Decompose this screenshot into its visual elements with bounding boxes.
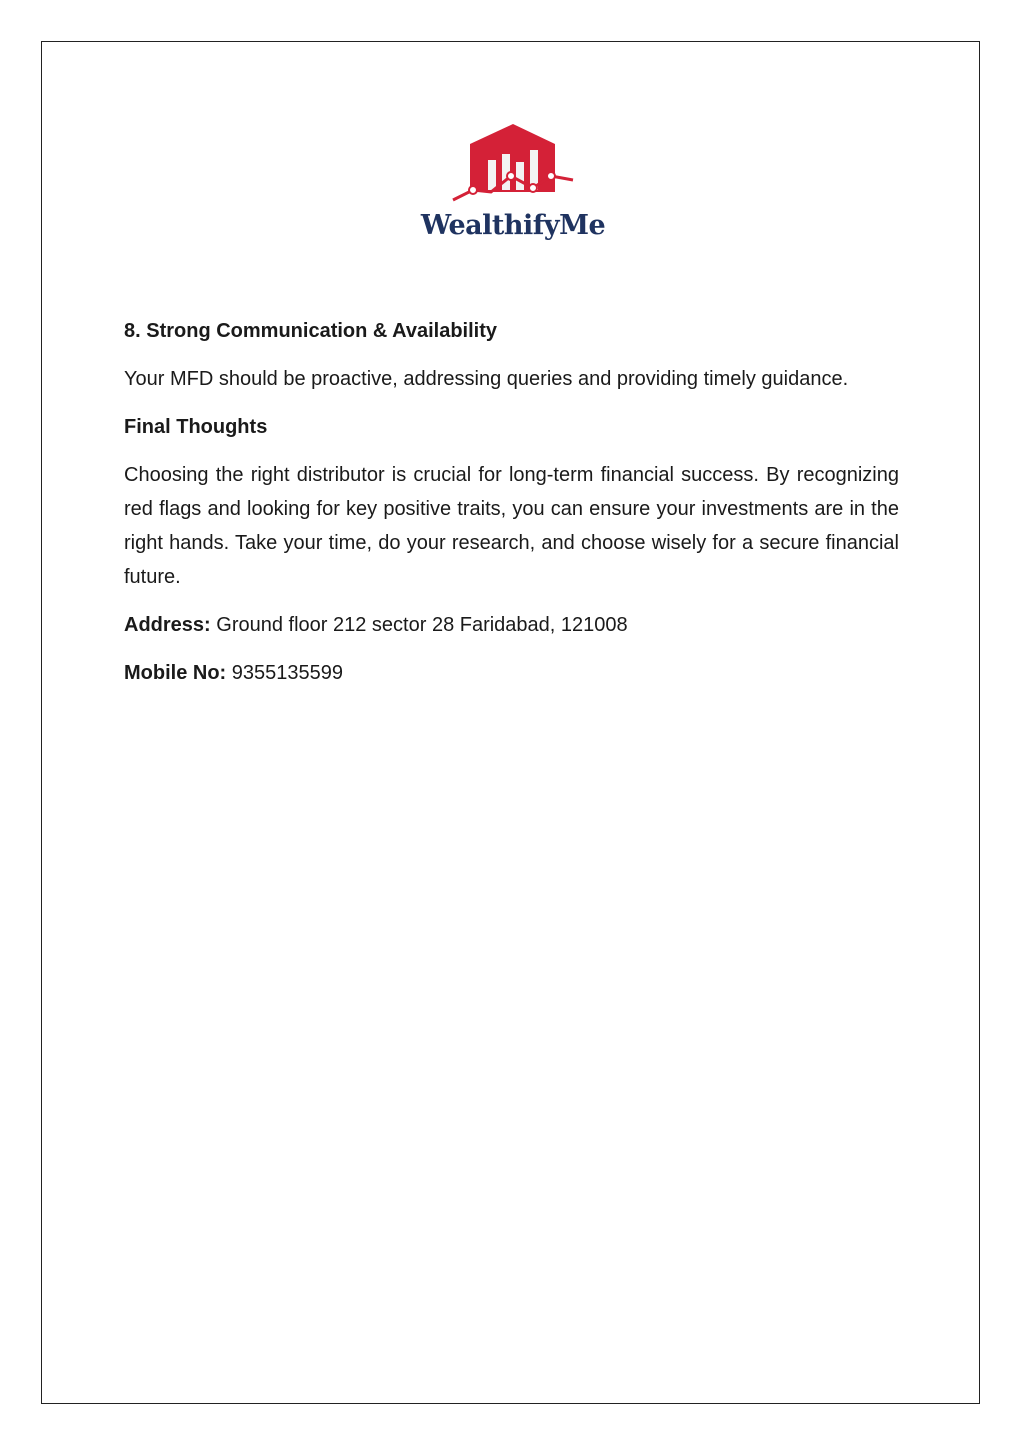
section-body-communication: Your MFD should be proactive, addressing queries and providing timely guidance.	[124, 368, 849, 390]
mobile-line	[124, 656, 899, 690]
section-body-final-thoughts: Choosing the right distributor is crucial for long-term financial success. By recognizing red flags and looking for key positive traits, you can ensure your investments are in the right hands. Take your time, do your research, and choose wisely for a secure financial future.	[124, 464, 899, 588]
logo-wordmark: WealthifyMe	[420, 210, 606, 241]
logo-chart-icon	[413, 122, 613, 212]
section-heading-communication: 8. Strong Communication & Availability	[124, 320, 498, 342]
mobile-label: Mobile No:	[124, 662, 227, 684]
document-body	[124, 314, 899, 704]
address-label: Address:	[124, 614, 211, 636]
section-heading-final-thoughts: Final Thoughts	[124, 416, 268, 438]
address-line	[124, 608, 899, 642]
address-value: Ground floor 212 sector 28 Faridabad, 121008	[216, 614, 628, 636]
mobile-value: 9355135599	[231, 662, 344, 684]
brand-logo	[413, 122, 613, 252]
